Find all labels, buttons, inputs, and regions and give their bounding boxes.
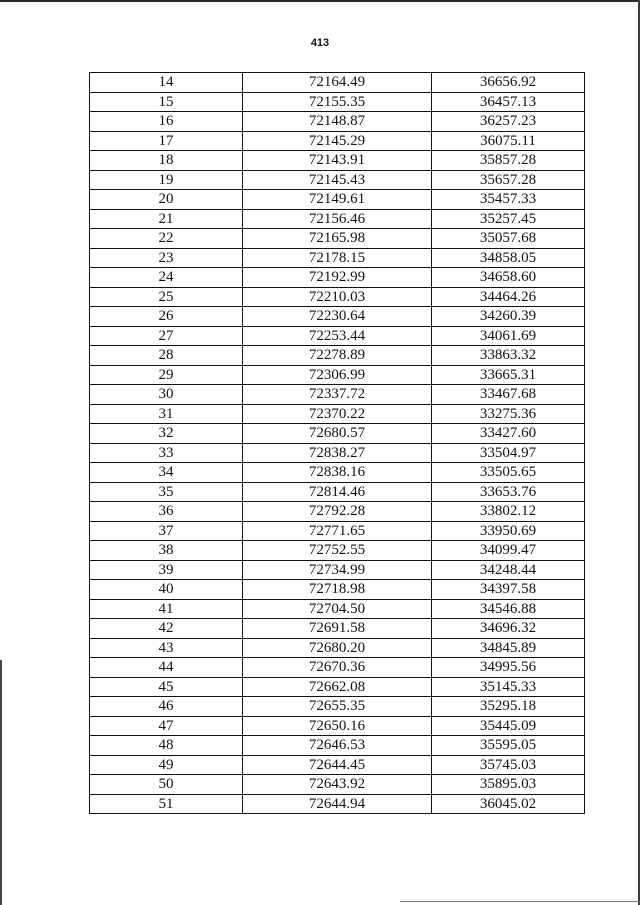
x-coordinate-cell: 72838.27	[243, 443, 432, 463]
point-number-cell: 14	[90, 73, 243, 93]
table-row	[90, 697, 585, 717]
y-coordinate-cell: 35295.18	[432, 697, 585, 717]
table-row	[90, 736, 585, 756]
y-coordinate-cell: 35745.03	[432, 755, 585, 775]
y-coordinate-cell: 33467.68	[432, 385, 585, 405]
point-number-cell: 28	[90, 346, 243, 366]
point-number-cell: 17	[90, 131, 243, 151]
table-row	[90, 638, 585, 658]
table-row	[90, 112, 585, 132]
y-coordinate-cell: 36257.23	[432, 112, 585, 132]
x-coordinate-cell: 72145.29	[243, 131, 432, 151]
table-row	[90, 482, 585, 502]
table-row	[90, 190, 585, 210]
scan-border-top	[0, 0, 640, 2]
y-coordinate-cell: 34464.26	[432, 287, 585, 307]
table-row	[90, 658, 585, 678]
point-number-cell: 19	[90, 170, 243, 190]
table-row	[90, 541, 585, 561]
x-coordinate-cell: 72337.72	[243, 385, 432, 405]
y-coordinate-cell: 34995.56	[432, 658, 585, 678]
x-coordinate-cell: 72704.50	[243, 599, 432, 619]
x-coordinate-cell: 72680.57	[243, 424, 432, 444]
point-number-cell: 35	[90, 482, 243, 502]
y-coordinate-cell: 34248.44	[432, 560, 585, 580]
point-number-cell: 47	[90, 716, 243, 736]
point-number-cell: 44	[90, 658, 243, 678]
table-row	[90, 92, 585, 112]
y-coordinate-cell: 34099.47	[432, 541, 585, 561]
y-coordinate-cell: 35145.33	[432, 677, 585, 697]
x-coordinate-cell: 72718.98	[243, 580, 432, 600]
point-number-cell: 39	[90, 560, 243, 580]
x-coordinate-cell: 72662.08	[243, 677, 432, 697]
table-row	[90, 560, 585, 580]
x-coordinate-cell: 72646.53	[243, 736, 432, 756]
x-coordinate-cell: 72145.43	[243, 170, 432, 190]
y-coordinate-cell: 33802.12	[432, 502, 585, 522]
x-coordinate-cell: 72680.20	[243, 638, 432, 658]
table-row	[90, 580, 585, 600]
point-number-cell: 23	[90, 248, 243, 268]
point-number-cell: 16	[90, 112, 243, 132]
x-coordinate-cell: 72691.58	[243, 619, 432, 639]
x-coordinate-cell: 72164.49	[243, 73, 432, 93]
scan-border-left	[0, 660, 2, 905]
point-number-cell: 40	[90, 580, 243, 600]
x-coordinate-cell: 72278.89	[243, 346, 432, 366]
point-number-cell: 45	[90, 677, 243, 697]
y-coordinate-cell: 35657.28	[432, 170, 585, 190]
table-row	[90, 521, 585, 541]
x-coordinate-cell: 72253.44	[243, 326, 432, 346]
point-number-cell: 42	[90, 619, 243, 639]
x-coordinate-cell: 72155.35	[243, 92, 432, 112]
point-number-cell: 20	[90, 190, 243, 210]
table-row	[90, 209, 585, 229]
y-coordinate-cell: 34061.69	[432, 326, 585, 346]
y-coordinate-cell: 35445.09	[432, 716, 585, 736]
table-row	[90, 151, 585, 171]
point-number-cell: 49	[90, 755, 243, 775]
y-coordinate-cell: 33505.65	[432, 463, 585, 483]
point-number-cell: 38	[90, 541, 243, 561]
x-coordinate-cell: 72771.65	[243, 521, 432, 541]
table-row	[90, 248, 585, 268]
table-row	[90, 229, 585, 249]
table-row	[90, 443, 585, 463]
point-number-cell: 25	[90, 287, 243, 307]
point-number-cell: 22	[90, 229, 243, 249]
y-coordinate-cell: 35457.33	[432, 190, 585, 210]
point-number-cell: 36	[90, 502, 243, 522]
y-coordinate-cell: 33275.36	[432, 404, 585, 424]
y-coordinate-cell: 33665.31	[432, 365, 585, 385]
point-number-cell: 50	[90, 775, 243, 795]
table-row	[90, 716, 585, 736]
point-number-cell: 37	[90, 521, 243, 541]
table-row	[90, 385, 585, 405]
x-coordinate-cell: 72143.91	[243, 151, 432, 171]
x-coordinate-cell: 72149.61	[243, 190, 432, 210]
table-row	[90, 677, 585, 697]
point-number-cell: 43	[90, 638, 243, 658]
y-coordinate-cell: 33950.69	[432, 521, 585, 541]
point-number-cell: 30	[90, 385, 243, 405]
point-number-cell: 24	[90, 268, 243, 288]
coordinates-table-body	[90, 73, 585, 814]
y-coordinate-cell: 34658.60	[432, 268, 585, 288]
point-number-cell: 33	[90, 443, 243, 463]
point-number-cell: 51	[90, 794, 243, 814]
y-coordinate-cell: 36457.13	[432, 92, 585, 112]
y-coordinate-cell: 35257.45	[432, 209, 585, 229]
table-row	[90, 131, 585, 151]
y-coordinate-cell: 34397.58	[432, 580, 585, 600]
y-coordinate-cell: 35057.68	[432, 229, 585, 249]
x-coordinate-cell: 72644.94	[243, 794, 432, 814]
table-row	[90, 170, 585, 190]
point-number-cell: 26	[90, 307, 243, 327]
coordinates-table	[89, 72, 585, 814]
table-row	[90, 424, 585, 444]
table-row	[90, 755, 585, 775]
table-row	[90, 775, 585, 795]
y-coordinate-cell: 35857.28	[432, 151, 585, 171]
table-row	[90, 599, 585, 619]
table-row	[90, 502, 585, 522]
x-coordinate-cell: 72734.99	[243, 560, 432, 580]
point-number-cell: 41	[90, 599, 243, 619]
point-number-cell: 21	[90, 209, 243, 229]
y-coordinate-cell: 34845.89	[432, 638, 585, 658]
y-coordinate-cell: 33427.60	[432, 424, 585, 444]
x-coordinate-cell: 72644.45	[243, 755, 432, 775]
point-number-cell: 32	[90, 424, 243, 444]
table-row	[90, 404, 585, 424]
table-row	[90, 307, 585, 327]
table-row	[90, 794, 585, 814]
point-number-cell: 31	[90, 404, 243, 424]
table-row	[90, 619, 585, 639]
point-number-cell: 46	[90, 697, 243, 717]
x-coordinate-cell: 72165.98	[243, 229, 432, 249]
x-coordinate-cell: 72650.16	[243, 716, 432, 736]
x-coordinate-cell: 72655.35	[243, 697, 432, 717]
y-coordinate-cell: 34858.05	[432, 248, 585, 268]
x-coordinate-cell: 72178.15	[243, 248, 432, 268]
x-coordinate-cell: 72670.36	[243, 658, 432, 678]
table-row	[90, 326, 585, 346]
x-coordinate-cell: 72148.87	[243, 112, 432, 132]
x-coordinate-cell: 72192.99	[243, 268, 432, 288]
x-coordinate-cell: 72306.99	[243, 365, 432, 385]
page-number: 413	[310, 37, 330, 49]
y-coordinate-cell: 36045.02	[432, 794, 585, 814]
point-number-cell: 48	[90, 736, 243, 756]
point-number-cell: 34	[90, 463, 243, 483]
x-coordinate-cell: 72752.55	[243, 541, 432, 561]
table-row	[90, 268, 585, 288]
x-coordinate-cell: 72643.92	[243, 775, 432, 795]
y-coordinate-cell: 34696.32	[432, 619, 585, 639]
x-coordinate-cell: 72370.22	[243, 404, 432, 424]
table-row	[90, 463, 585, 483]
y-coordinate-cell: 36075.11	[432, 131, 585, 151]
y-coordinate-cell: 35895.03	[432, 775, 585, 795]
scan-border-bottom	[400, 901, 640, 902]
table-row	[90, 365, 585, 385]
y-coordinate-cell: 33863.32	[432, 346, 585, 366]
x-coordinate-cell: 72814.46	[243, 482, 432, 502]
x-coordinate-cell: 72792.28	[243, 502, 432, 522]
y-coordinate-cell: 36656.92	[432, 73, 585, 93]
point-number-cell: 15	[90, 92, 243, 112]
table-row	[90, 287, 585, 307]
point-number-cell: 18	[90, 151, 243, 171]
x-coordinate-cell: 72838.16	[243, 463, 432, 483]
x-coordinate-cell: 72230.64	[243, 307, 432, 327]
y-coordinate-cell: 35595.05	[432, 736, 585, 756]
point-number-cell: 29	[90, 365, 243, 385]
y-coordinate-cell: 34546.88	[432, 599, 585, 619]
y-coordinate-cell: 33653.76	[432, 482, 585, 502]
y-coordinate-cell: 33504.97	[432, 443, 585, 463]
table-row	[90, 73, 585, 93]
point-number-cell: 27	[90, 326, 243, 346]
x-coordinate-cell: 72210.03	[243, 287, 432, 307]
x-coordinate-cell: 72156.46	[243, 209, 432, 229]
y-coordinate-cell: 34260.39	[432, 307, 585, 327]
table-row	[90, 346, 585, 366]
